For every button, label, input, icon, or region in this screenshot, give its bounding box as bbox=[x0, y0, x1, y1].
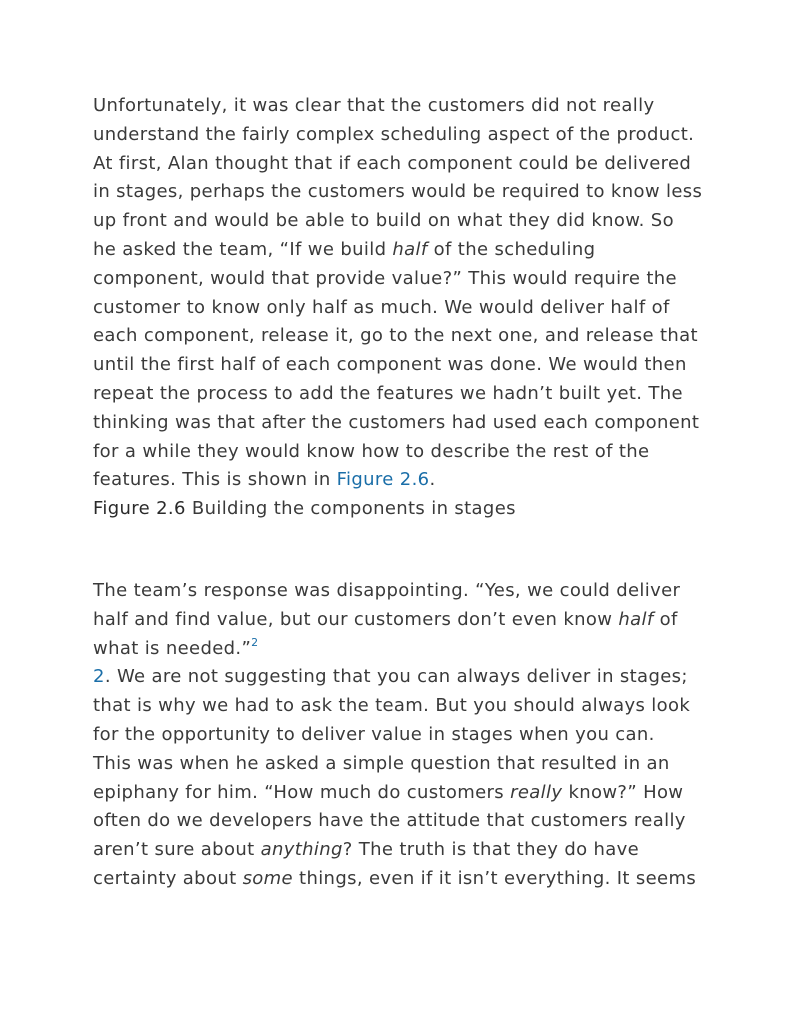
footnote-2 bbox=[93, 663, 703, 749]
paragraph-1 bbox=[93, 92, 703, 495]
footnote-ref-2[interactable]: 2 bbox=[251, 635, 259, 649]
paragraph-3-emphasis-really: really bbox=[510, 781, 563, 803]
paragraph-1-text-a: Unfortunately, it was clear that the customers did not really understand the fairly complex scheduling aspect of the product. At first, Alan thought that if each component could be delivered in stages, perhaps the customers would be required to know less up front and would be able to build on what they did know. So he asked the team, “If we build bbox=[93, 95, 703, 260]
paragraph-2-text-b: of what is needed.” bbox=[93, 608, 678, 659]
paragraph-3 bbox=[93, 750, 703, 894]
figure-caption-text: Building the components in stages bbox=[185, 498, 516, 520]
figure-placeholder bbox=[93, 524, 703, 577]
page-content bbox=[93, 92, 703, 894]
paragraph-3-text-b: know?” How often do we developers have the attitude that customers really aren’t sure about bbox=[93, 781, 686, 861]
paragraph-3-text-d: things, even if it isn’t everything. It seems bbox=[292, 867, 697, 889]
paragraph-2 bbox=[93, 577, 703, 663]
paragraph-1-text-c: . bbox=[429, 469, 436, 491]
figure-caption bbox=[93, 495, 703, 524]
paragraph-3-text-a: This was when he asked a simple question that resulted in an epiphany for him. “How much do customers bbox=[93, 752, 670, 803]
figure-caption-label: Figure 2.6 bbox=[93, 498, 186, 520]
paragraph-2-text-a: The team’s response was disappointing. “Yes, we could deliver half and find value, but our customers don’t even know bbox=[93, 579, 681, 630]
paragraph-1-emphasis: half bbox=[392, 238, 428, 260]
paragraph-3-emphasis-some: some bbox=[242, 867, 293, 889]
figure-2-6-link[interactable]: Figure 2.6 bbox=[336, 469, 430, 491]
footnote-2-number-link[interactable]: 2 bbox=[93, 666, 105, 688]
paragraph-3-emphasis-anything: anything bbox=[260, 839, 343, 861]
paragraph-2-emphasis: half bbox=[618, 608, 654, 630]
paragraph-3-text-c: ? The truth is that they do have certainty about bbox=[93, 839, 640, 889]
paragraph-1-text-b: of the scheduling component, would that provide value?” This would require the customer to know only half as much. We would deliver half of each component, release it, go to the next one, and release that until the first half of each component was done. We would then repeat the process to add the features we hadn’t built yet. The thinking was that after the customers had used each component for a while they would know how to describe the rest of the features. This is shown in bbox=[93, 238, 700, 491]
footnote-2-text: . We are not suggesting that you can always deliver in stages; that is why we had to ask the team. But you should always look for the opportunity to deliver value in stages when you can. bbox=[93, 666, 691, 745]
